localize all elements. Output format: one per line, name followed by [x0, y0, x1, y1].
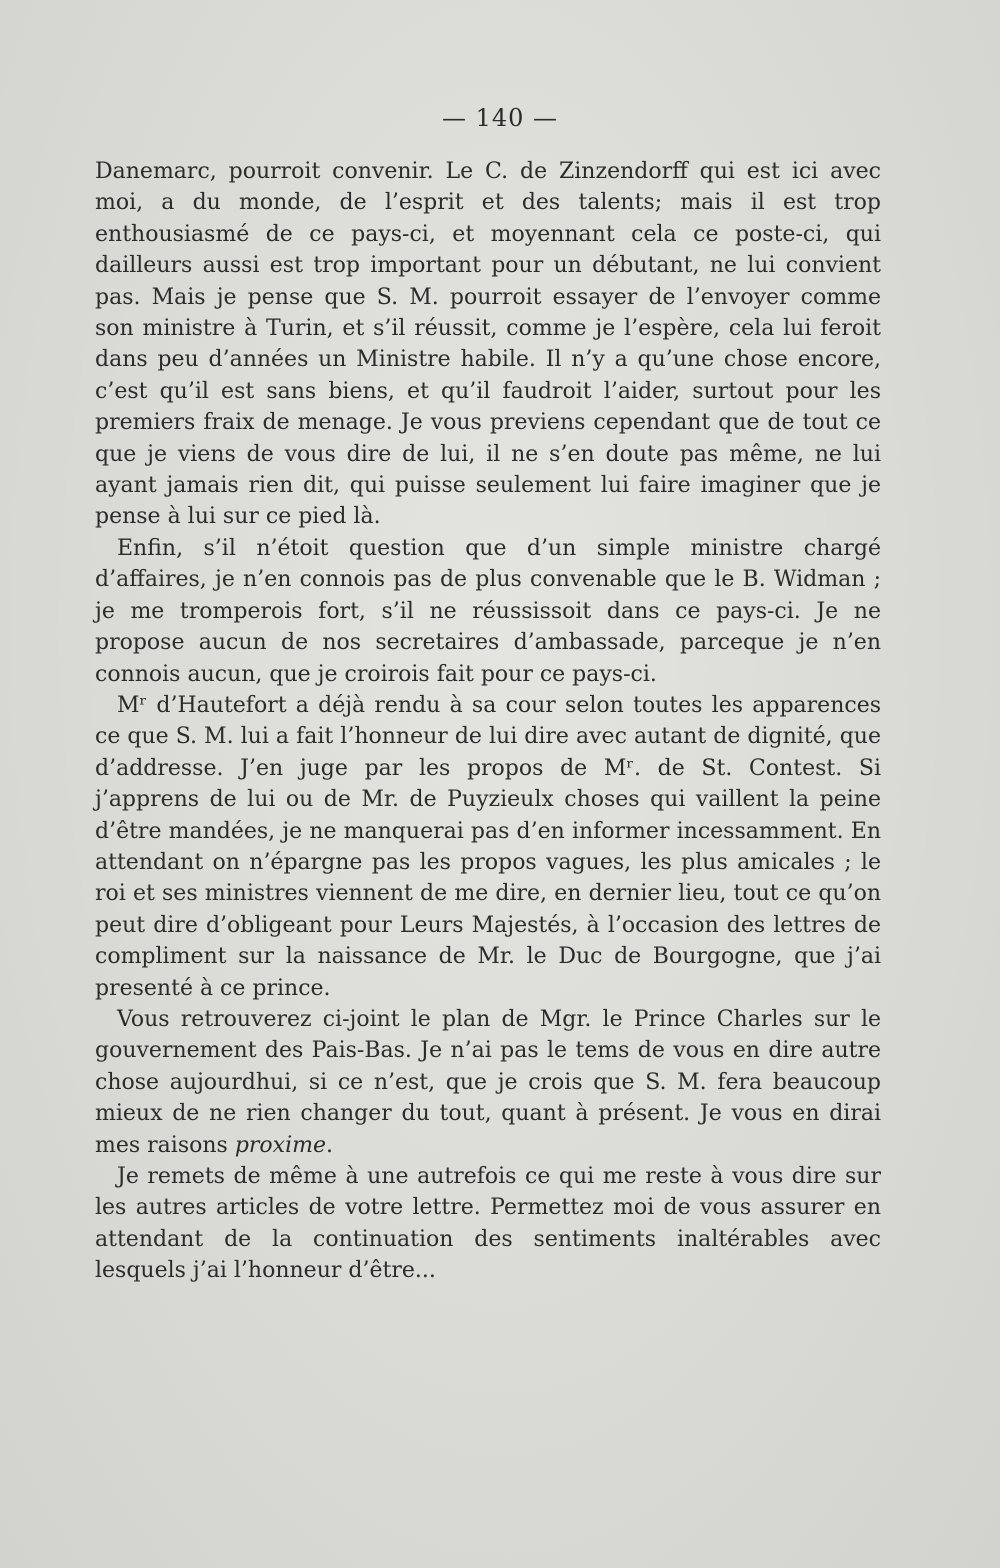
paragraph-1: Danemarc, pourroit convenir. Le C. de Zinzendorff qui est ici avec moi, a du monde, de l’esprit et des talents; mais il est trop enthousiasmé de ce pays-ci, et moyennant cela ce poste-ci, qui dailleurs aussi est trop important pour un débutant, ne lui convient pas. Mais je pense que S. M. pourroit essayer de l’envoyer comme son ministre à Turin, et s’il réussit, comme je l’espère, cela lui feroit dans peu d’années un Ministre habile. Il n’y a qu’une chose encore, c’est qu’il est sans biens, et qu’il faudroit l’aider, surtout pour les premiers fraix de menage. Je vous previens cependant que de tout ce que je viens de vous dire de lui, il ne s’en doute pas même, ne lui ayant jamais rien dit, qui puisse seulement lui faire imaginer que je pense à lui sur ce pied là. [95, 159, 881, 530]
paragraph-4 [95, 1004, 881, 1161]
page-number: — 140 — [441, 104, 559, 132]
italic-word: proxime [234, 1132, 326, 1158]
paragraph-4-text: Vous retrouverez ci-joint le plan de Mgr. le Prince Charles sur le gouvernement des Pais-Bas. Je n’ai pas le tems de vous en dire autre chose aujourdhui, si ce n’est, que je crois que S. M. fera beaucoup mieux de ne rien changer du tout, quant à présent. Je vous en dirai mes raisons [95, 1006, 881, 1158]
paragraph-5: Je remets de même à une autrefois ce qui me reste à vous dire sur les autres articles de votre lettre. Permettez moi de vous assurer en attendant de la continuation des sentiments inaltérables avec lesquels j’ai l’honneur d’être... [95, 1164, 881, 1284]
paragraph-3: Mʳ d’Hautefort a déjà rendu à sa cour selon toutes les apparences ce que S. M. lui a fait l’honneur de lui dire avec autant de dignité, que d’addresse. J’en juge par les propos de Mʳ. de St. Contest. Si j’apprens de lui ou de Mr. de Puyzieulx choses qui vaillent la peine d’être mandées, je ne manquerai pas d’en informer incessamment. En attendant on n’épargne pas les propos vagues, les plus amicales ; le roi et ses ministres viennent de me dire, en dernier lieu, tout ce qu’on peut dire d’obligeant pour Leurs Majestés, à l’occasion des lettres de compliment sur la naissance de Mr. le Duc de Bourgogne, que j’ai presenté à ce prince. [95, 692, 881, 1001]
paragraph-2: Enfin, s’il n’étoit question que d’un simple ministre chargé d’affaires, je n’en connois pas de plus convenable que le B. Widman ; je me tromperois fort, s’il ne réussissoit dans ce pays-ci. Je ne propose aucun de nos secretaires d’ambassade, parceque je n’en connois aucun, que je croirois fait pour ce pays-ci. [95, 535, 881, 687]
text-body [95, 156, 881, 1287]
paragraph-4-end: . [326, 1132, 333, 1158]
